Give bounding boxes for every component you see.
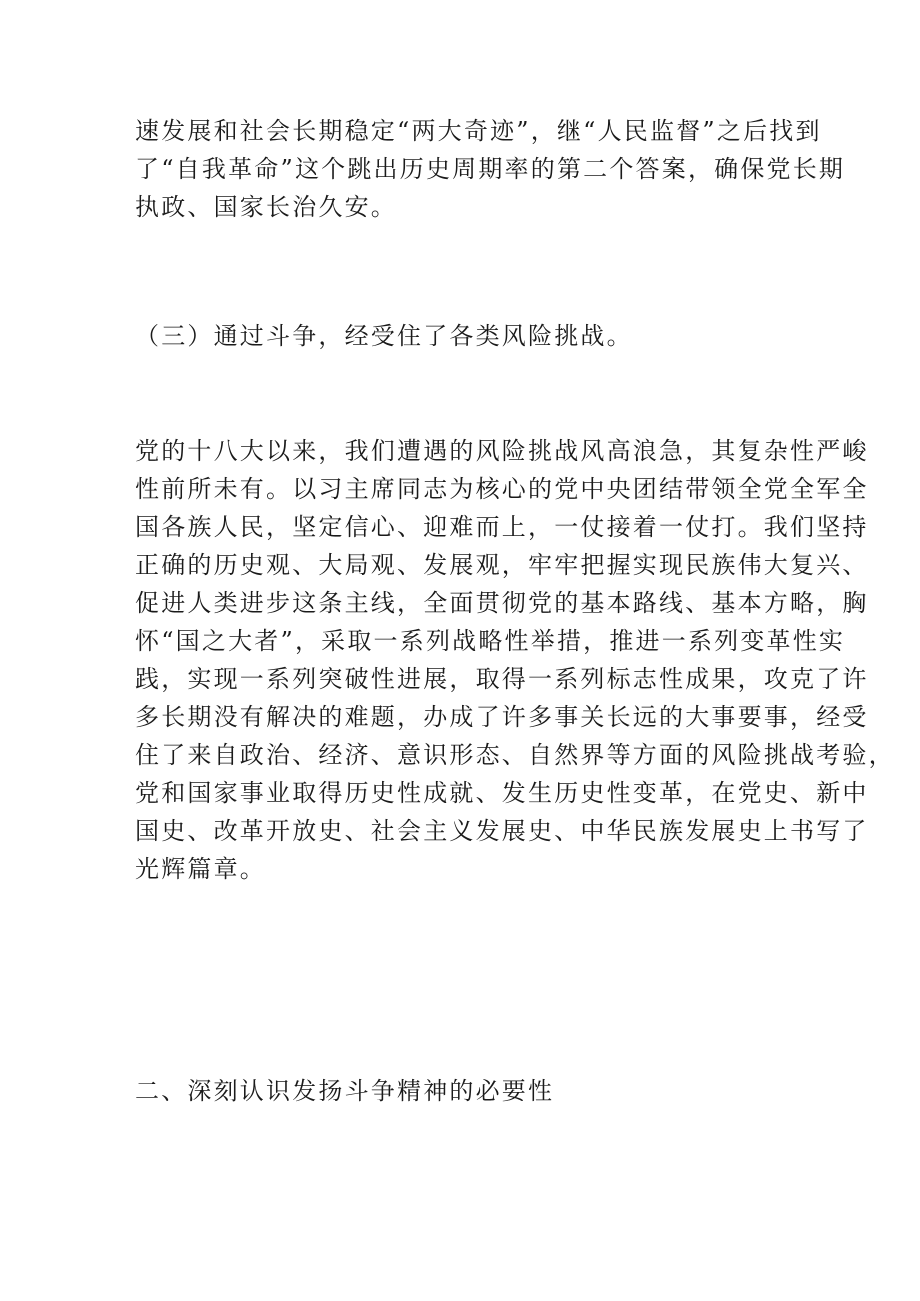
text-line: 性前所未有。以习主席同志为核心的党中央团结带领全党全军全 [135, 475, 869, 503]
section-heading-two [135, 1072, 805, 1110]
text-line: 党的十八大以来，我们遭遇的风险挑战风高浪急，其复杂性严峻 [135, 437, 869, 465]
paragraph-risk-challenges [135, 432, 895, 888]
text-line: 执政、国家长治久安。 [135, 193, 397, 221]
text-line: 党和国家事业取得历史性成就、发生历史性变革，在党史、新中 [135, 779, 869, 807]
text-line: 践，实现一系列突破性进展，取得一系列标志性成果，攻克了许 [135, 665, 869, 693]
text-line: 国各族人民，坚定信心、迎难而上，一仗接着一仗打。我们坚持 [135, 513, 869, 541]
text-line: 国史、改革开放史、社会主义发展史、中华民族发展史上书写了 [135, 817, 869, 845]
text-line: 速发展和社会长期稳定“两大奇迹”，继“人民监督”之后找到 [135, 117, 822, 145]
text-line: 怀“国之大者”，采取一系列战略性举措，推进一系列变革性实 [135, 627, 846, 655]
subheading-text: （三）通过斗争，经受住了各类风险挑战。 [135, 322, 633, 350]
paragraph-intro-continuation [135, 112, 846, 226]
text-line: 正确的历史观、大局观、发展观，牢牢把握实现民族伟大复兴、 [135, 551, 869, 579]
text-line: 促进人类进步这条主线，全面贯彻党的基本路线、基本方略，胸 [135, 589, 869, 617]
text-line: 光辉篇章。 [135, 855, 266, 883]
subheading-three [135, 317, 805, 355]
section-heading-text: 二、深刻认识发扬斗争精神的必要性 [135, 1077, 555, 1105]
text-line: 了“自我革命”这个跳出历史周期率的第二个答案，确保党长期 [135, 155, 846, 183]
text-line: 多长期没有解决的难题，办成了许多事关长远的大事要事，经受 [135, 703, 869, 731]
text-line: 住了来自政治、经济、意识形态、自然界等方面的风险挑战考验， [135, 741, 895, 769]
